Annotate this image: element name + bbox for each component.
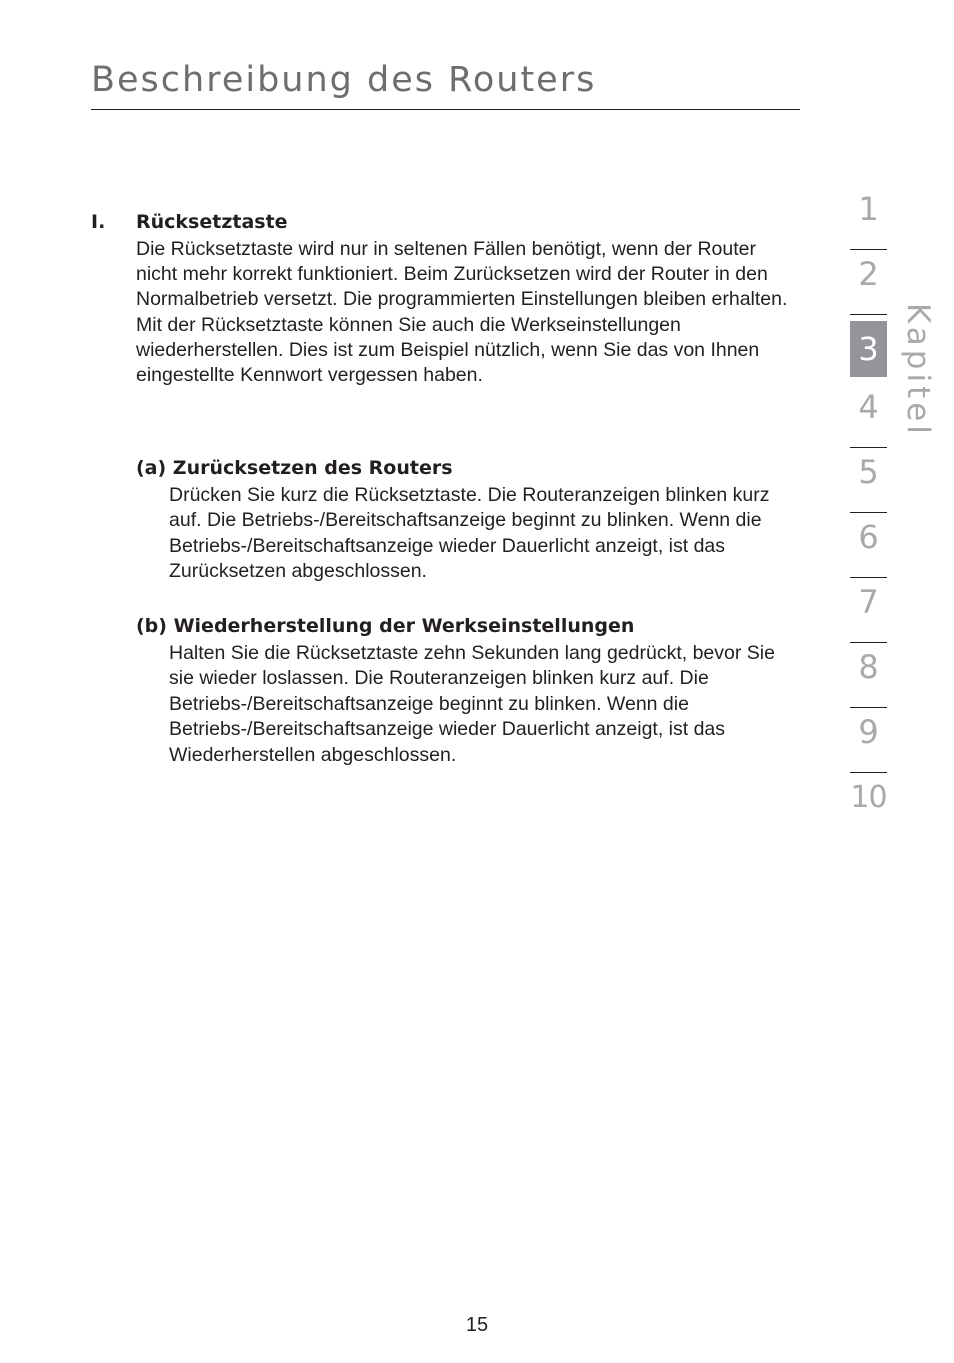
chapter-tab-8[interactable]: 8: [850, 643, 887, 708]
chapter-tab-1[interactable]: 1: [850, 185, 887, 250]
subsection-body: Drücken Sie kurz die Rücksetztaste. Die Routeranzeigen blinken kurz auf. Die Betriebs-/Bereitschaftsanzeige beginnt zu blinken. Wenn die Betriebs-/Bereitschaftsanzeige wieder Dauerlicht anzeigt, ist das Zurücksetzen abgeschlossen.: [169, 484, 770, 583]
chapter-tab-5[interactable]: 5: [850, 448, 887, 513]
section-body: Die Rücksetztaste wird nur in seltenen Fällen benötigt, wenn der Router nicht mehr korrekt funktioniert. Beim Zurücksetzen wird der Router in den Normalbetrieb versetzt. Die programmierten Einstellungen bleiben erhalten. Mit der Rücksetztaste können Sie auch die Werkseinstellungen wiederherstellen. Dies ist zum Beispiel nützlich, wenn Sie das von Ihnen eingestellte Kennwort vergessen haben.: [136, 238, 788, 387]
chapter-tab-2[interactable]: 2: [850, 250, 887, 315]
chapter-tab-7[interactable]: 7: [850, 578, 887, 643]
chapter-tab-10[interactable]: 10: [850, 780, 887, 815]
subsection-reset-router: [136, 456, 791, 585]
chapter-tab-9[interactable]: 9: [850, 708, 887, 773]
subsection-body: Halten Sie die Rücksetztaste zehn Sekunden lang gedrückt, bevor Sie sie wieder loslassen. Die Routeranzeigen blinken kurz auf. Die Betriebs-/Bereitschaftsanzeige beginnt zu blinken. Wenn die Betriebs-/Bereitschaftsanzeige wieder Dauerlicht anzeigt, ist das Wiederherstellen abgeschlossen.: [169, 642, 775, 766]
chapter-tab-4[interactable]: 4: [850, 383, 887, 448]
section-heading: Rücksetztaste: [136, 211, 288, 233]
chapter-tab-3[interactable]: 3: [850, 321, 887, 377]
subsection-factory-defaults: [136, 614, 791, 768]
section-marker: I.: [91, 211, 106, 233]
page-title: Beschreibung des Routers: [91, 60, 597, 100]
title-divider: [91, 109, 800, 110]
chapter-nav: [850, 185, 887, 838]
chapter-tab-6[interactable]: 6: [850, 513, 887, 578]
subsection-heading: (a) Zurücksetzen des Routers: [136, 457, 453, 479]
chapter-nav-label: Kapitel: [900, 303, 936, 438]
subsection-heading: (b) Wiederherstellung der Werkseinstellungen: [136, 615, 635, 637]
page-number: 15: [465, 1314, 489, 1336]
